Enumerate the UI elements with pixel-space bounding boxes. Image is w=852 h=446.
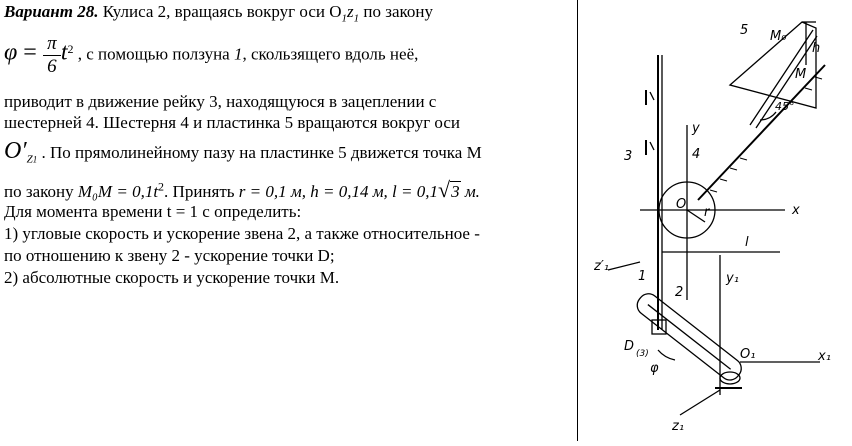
mechanism-diagram [580, 0, 852, 441]
label-x: x [792, 203, 800, 218]
line-7: Для момента времени t = 1 с определить: [4, 202, 302, 221]
sqrt-3: √3 [437, 177, 460, 202]
phi-arc [658, 350, 675, 360]
label-y: y [692, 121, 700, 136]
label-z1-prime: z′₁ [594, 259, 609, 274]
label-r: r [704, 205, 710, 220]
z1-prime-arrow [608, 262, 640, 270]
label-y1: y₁ [726, 271, 739, 286]
mechanism-figure [580, 0, 852, 441]
line-3: приводит в движение рейку 3, находящуюся в зацеплении с [4, 92, 437, 111]
label-z1: z₁ [672, 419, 685, 434]
label-m: M [795, 67, 807, 82]
pi-over-six: $\frac{\pi}{6}$ [43, 34, 61, 77]
phi-symbol: φ [4, 39, 18, 66]
figure-labels [593, 23, 831, 434]
radius-r [687, 210, 705, 222]
label-d: D [624, 339, 635, 354]
label-o1: O₁ [740, 347, 756, 362]
line-2-formula: φ = $\frac{\pi}{6}$ $t^2$ , с помощью ползуна 1, скользящего вдоль неё, [4, 33, 419, 77]
column-divider [577, 0, 578, 441]
label-o: O [676, 197, 687, 212]
label-5: 5 [740, 23, 749, 38]
label-phi: φ [650, 361, 659, 376]
label-1: 1 [638, 269, 647, 284]
line-5: $O'_{Z1}$ . По прямолинейному пазу на пластинке 5 движется точка M [4, 138, 482, 166]
label-m0: M₀ [770, 29, 787, 44]
line-9: по отношению к звену 2 - ускорение точки D; [4, 246, 335, 265]
svg-text:(3): (3) [636, 349, 649, 359]
line-6: по закону $M_0M = 0,1t^2$. Принять r = 0,1 м, h = 0,14 м, l = 0,1√3 м. [4, 177, 480, 202]
variant-title: Вариант 28. [4, 2, 99, 21]
label-3: 3 [624, 149, 633, 164]
problem-text [4, 0, 574, 441]
label-45: 45° [775, 100, 795, 113]
line-1: Вариант 28. Кулиса 2, вращаясь вокруг оси $O_1z_1$ по закону [4, 2, 433, 25]
label-h: h [812, 41, 821, 56]
label-4: 4 [692, 147, 701, 162]
rack-guide [698, 65, 825, 200]
line-4: шестерней 4. Шестерня 4 и пластинка 5 вращаются вокруг оси [4, 113, 460, 132]
line-8: 1) угловые скорость и ускорение звена 2, а также относительное - [4, 224, 480, 243]
z1-arrow [680, 390, 720, 415]
line-10: 2) абсолютные скорость и ускорение точки M. [4, 268, 340, 287]
label-l: l [745, 235, 749, 250]
label-2: 2 [675, 285, 684, 300]
label-x1: x₁ [818, 349, 831, 364]
